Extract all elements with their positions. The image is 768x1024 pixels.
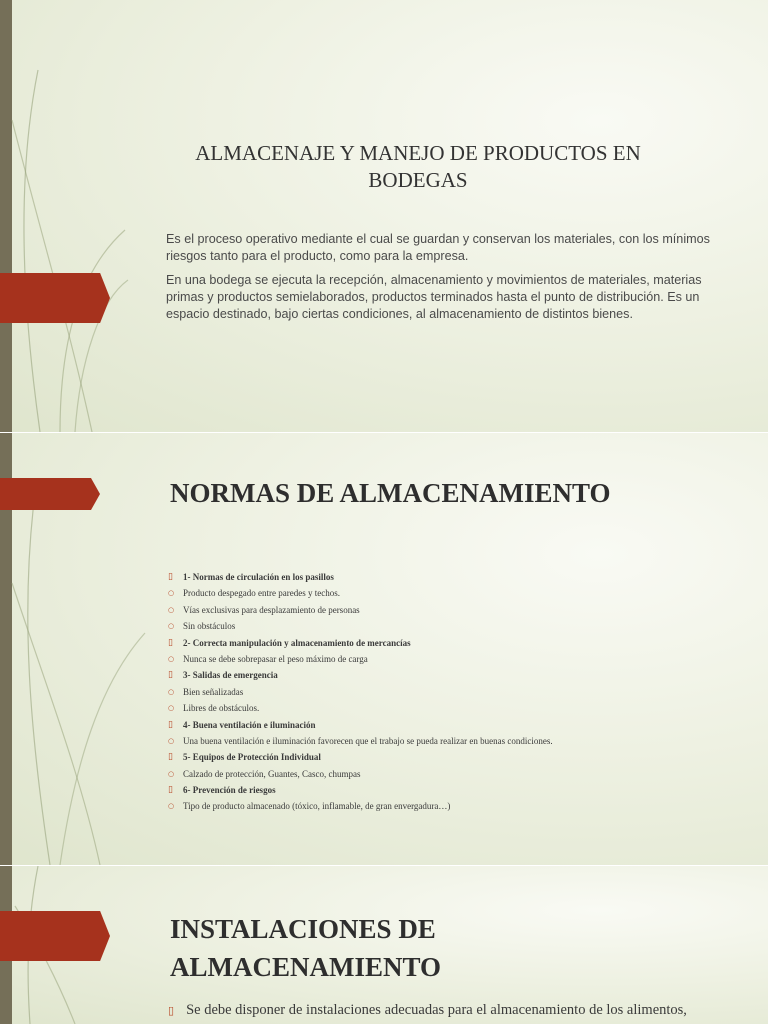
square-bullet-icon: ▯	[168, 752, 173, 763]
circle-bullet-icon: ○	[168, 769, 175, 778]
accent-arrow-tab	[0, 911, 110, 961]
list-item: ▯ 5- Equipos de Protección Individual	[168, 749, 748, 765]
square-bullet-icon: ▯	[168, 1004, 175, 1017]
accent-arrow-tab	[0, 478, 100, 510]
list-item: ○ Una buena ventilación e iluminación favorecen que el trabajo se pueda realizar en buenas condiciones.	[168, 733, 748, 749]
square-bullet-icon: ▯	[168, 637, 173, 648]
square-bullet-icon: ▯	[168, 670, 173, 681]
list-item: ▯ 2- Correcta manipulación y almacenamiento de mercancías	[168, 635, 748, 651]
list-item	[168, 1002, 748, 1019]
slide-3-title	[170, 910, 441, 986]
square-bullet-icon: ▯	[168, 785, 173, 796]
accent-arrow-tab	[0, 273, 110, 323]
list-item: ○ Libres de obstáculos.	[168, 700, 748, 716]
slide-1	[0, 0, 768, 432]
list-item-text: Se debe disponer de instalaciones adecuadas para el almacenamiento de los alimentos,	[186, 1002, 687, 1018]
paragraph: Es el proceso operativo mediante el cual se guardan y conservan los materiales, con los mínimos riesgos tanto para el producto, como para la empresa.	[166, 232, 710, 263]
title-line: INSTALACIONES DE	[170, 914, 436, 944]
list-item: ▯ 3- Salidas de emergencia	[168, 667, 748, 683]
circle-bullet-icon: ○	[168, 589, 175, 598]
list-item: ○ Producto despegado entre paredes y techos.	[168, 585, 748, 601]
slide-1-body	[166, 231, 726, 330]
square-bullet-icon: ▯	[168, 719, 173, 730]
circle-bullet-icon: ○	[168, 654, 175, 663]
list-item: ○ Sin obstáculos	[168, 618, 748, 634]
slide-1-title: ALMACENAJE Y MANEJO DE PRODUCTOS EN BODEGAS	[195, 141, 641, 192]
norms-list	[168, 569, 748, 815]
circle-bullet-icon: ○	[168, 605, 175, 614]
list-item: ○ Calzado de protección, Guantes, Casco, chumpas	[168, 766, 748, 782]
circle-bullet-icon: ○	[168, 687, 175, 696]
slide-2-title: NORMAS DE ALMACENAMIENTO	[170, 478, 611, 508]
list-item: ○ Nunca se debe sobrepasar el peso máximo de carga	[168, 651, 748, 667]
square-bullet-icon: ▯	[168, 572, 173, 582]
decorative-stems	[0, 0, 130, 432]
title-line: ALMACENAMIENTO	[170, 952, 442, 982]
list-item: ▯ 1- Normas de circulación en los pasillos	[168, 569, 748, 585]
circle-bullet-icon: ○	[168, 704, 175, 713]
list-item: ○ Tipo de producto almacenado (tóxico, inflamable, de gran envergadura…)	[168, 798, 748, 814]
paragraph: En una bodega se ejecuta la recepción, almacenamiento y movimientos de materiales, materias primas y productos semielaborados, productos terminados hasta el punto de distribución. Es un espacio destinado, bajo ciertas condiciones, al almacenamiento de distintos bienes.	[166, 273, 702, 321]
list-item: ▯ 4- Buena ventilación e iluminación	[168, 717, 748, 733]
list-item: ▯ 6- Prevención de riesgos	[168, 782, 748, 798]
circle-bullet-icon: ○	[168, 736, 175, 745]
circle-bullet-icon: ○	[168, 802, 175, 811]
list-item: ○ Bien señalizadas	[168, 684, 748, 700]
circle-bullet-icon: ○	[168, 622, 175, 631]
side-bar	[0, 0, 12, 432]
list-item: ○ Vías exclusivas para desplazamiento de personas	[168, 602, 748, 618]
